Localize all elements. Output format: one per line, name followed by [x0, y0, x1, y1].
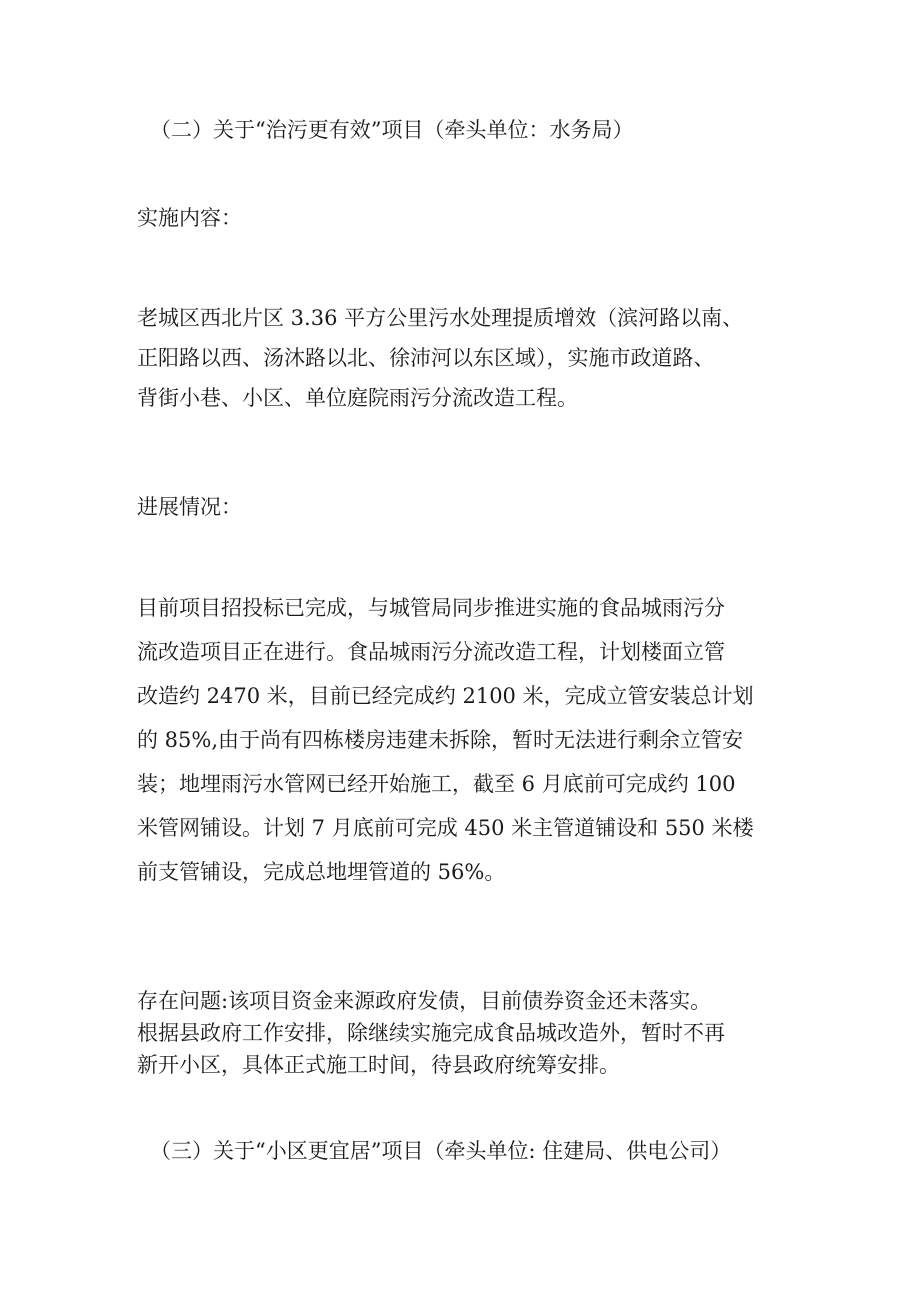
- paragraph-line: 的 85%,由于尚有四栋楼房违建未拆除，暂时无法进行剩余立管安: [137, 728, 744, 752]
- paragraph-line: 根据县政府工作安排，除继续实施完成食品城改造外，暂时不再: [137, 1021, 725, 1045]
- progress-paragraph: [137, 586, 817, 894]
- paragraph-line: 流改造项目正在进行。食品城雨污分流改造工程，计划楼面立管: [137, 640, 725, 664]
- paragraph-line: 米管网铺设。计划 7 月底前可完成 450 米主管道铺设和 550 米楼: [137, 816, 754, 840]
- section-heading-2: （二）关于“治污更有效”项目（牵头单位：水务局）: [150, 118, 634, 142]
- paragraph-line: 目前项目招投标已完成，与城管局同步推进实施的食品城雨污分: [137, 596, 725, 620]
- issues-paragraph: [137, 985, 817, 1081]
- section-heading-3: （三）关于“小区更宜居”项目（牵头单位: 住建局、供电公司）: [150, 1139, 732, 1163]
- label-implementation-content: 实施内容：: [137, 206, 242, 230]
- paragraph-line: 存在问题:该项目资金来源政府发债，目前债券资金还未落实。: [137, 989, 712, 1013]
- paragraph-line: 装；地埋雨污水管网已经开始施工，截至 6 月底前可完成约 100: [137, 772, 736, 796]
- paragraph-line: 老城区西北片区 3.36 平方公里污水处理提质增效（滨河路以南、: [137, 306, 744, 330]
- paragraph-line: 新开小区，具体正式施工时间，待县政府统筹安排。: [137, 1053, 620, 1077]
- paragraph-line: 前支管铺设，完成总地埋管道的 56%。: [137, 860, 506, 884]
- implementation-content-paragraph: [137, 298, 817, 418]
- paragraph-line: 背街小巷、小区、单位庭院雨污分流改造工程。: [137, 386, 578, 410]
- paragraph-line: 正阳路以西、汤沐路以北、徐沛河以东区域），实施市政道路、: [137, 346, 715, 370]
- paragraph-line: 改造约 2470 米，目前已经完成约 2100 米，完成立管安装总计划: [137, 684, 754, 708]
- label-progress: 进展情况：: [137, 495, 242, 519]
